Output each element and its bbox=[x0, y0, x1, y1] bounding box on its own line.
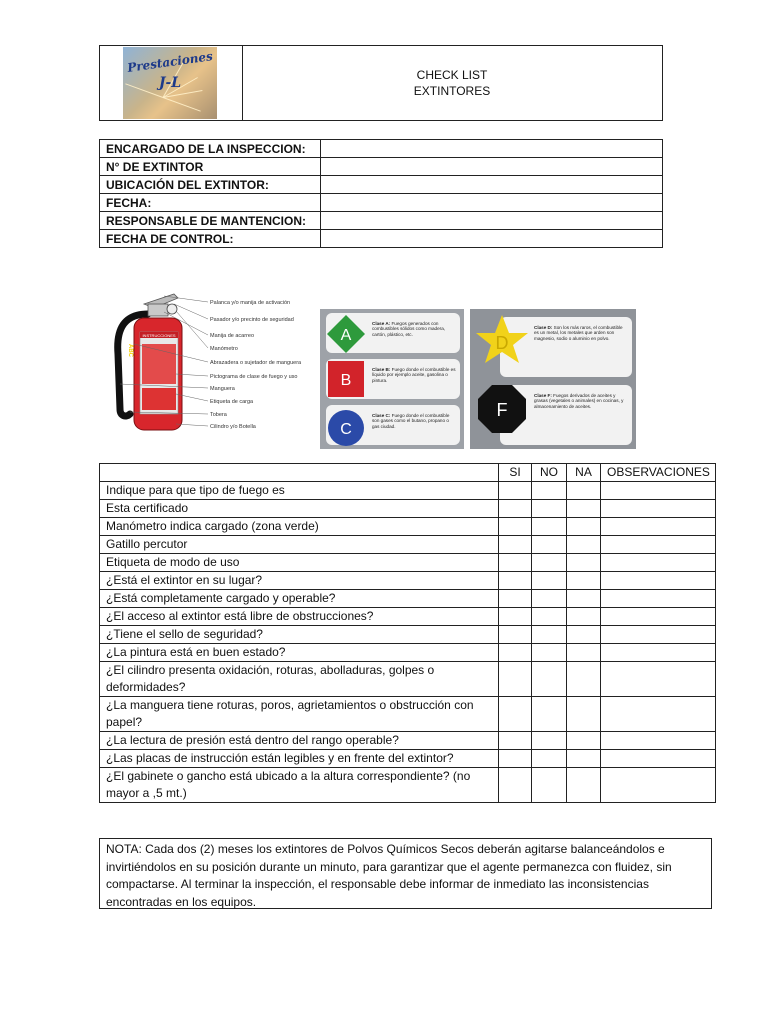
observaciones-cell[interactable] bbox=[601, 500, 716, 518]
checklist-row bbox=[100, 482, 716, 500]
info-label: UBICACIÓN DEL EXTINTOR: bbox=[100, 176, 321, 194]
si-cell[interactable] bbox=[499, 536, 532, 554]
class-a-text: Fuegos generados con combustibles sólidos como madera, cartón, plástico, etc. bbox=[372, 321, 446, 337]
checklist-row bbox=[100, 536, 716, 554]
na-cell[interactable] bbox=[567, 482, 601, 500]
gauge-icon bbox=[167, 304, 177, 314]
note-box bbox=[99, 838, 712, 909]
class-f-description bbox=[534, 393, 628, 409]
observaciones-cell[interactable] bbox=[601, 750, 716, 768]
no-cell[interactable] bbox=[532, 482, 567, 500]
info-value-field[interactable] bbox=[321, 230, 663, 248]
class-c-description bbox=[372, 413, 456, 429]
checklist-row bbox=[100, 644, 716, 662]
checklist-question: Gatillo percutor bbox=[100, 536, 499, 554]
no-cell[interactable] bbox=[532, 750, 567, 768]
class-a-name: Clase A: bbox=[372, 321, 391, 326]
info-value-field[interactable] bbox=[321, 158, 663, 176]
class-b-description bbox=[372, 367, 456, 383]
no-cell[interactable] bbox=[532, 554, 567, 572]
si-cell[interactable] bbox=[499, 626, 532, 644]
observaciones-cell[interactable] bbox=[601, 697, 716, 732]
class-d-name: Clase D: bbox=[534, 325, 553, 330]
na-cell[interactable] bbox=[567, 518, 601, 536]
no-cell[interactable] bbox=[532, 518, 567, 536]
checklist-question: Etiqueta de modo de uso bbox=[100, 554, 499, 572]
checklist-question: ¿Está el extintor en su lugar? bbox=[100, 572, 499, 590]
checklist-row bbox=[100, 626, 716, 644]
si-cell[interactable] bbox=[499, 518, 532, 536]
checklist-row bbox=[100, 768, 716, 803]
si-cell[interactable] bbox=[499, 500, 532, 518]
checklist-row bbox=[100, 572, 716, 590]
si-cell[interactable] bbox=[499, 732, 532, 750]
logo-subtext: J-L bbox=[158, 75, 182, 91]
si-cell[interactable] bbox=[499, 662, 532, 697]
checklist-question: ¿Está completamente cargado y operable? bbox=[100, 590, 499, 608]
note-text: NOTA: Cada dos (2) meses los extintores de Polvos Químicos Secos deberán agitarse balanceándolos e invirtiéndolos en su posición durante un minuto, para garantizar que el agente permanezca con fluidez, sin compactarse. Al terminar la inspección, el responsable debe informar de inmediato las inconsistencias encontradas en los equipos. bbox=[106, 842, 672, 909]
no-cell[interactable] bbox=[532, 608, 567, 626]
checklist-question: ¿Las placas de instrucción están legibles y en frente del extintor? bbox=[100, 750, 499, 768]
fire-class-symbols-df bbox=[474, 311, 530, 447]
info-label: RESPONSABLE DE MANTENCION: bbox=[100, 212, 321, 230]
checklist-question: Indique para que tipo de fuego es bbox=[100, 482, 499, 500]
checklist-row bbox=[100, 554, 716, 572]
header-item bbox=[100, 464, 499, 482]
na-cell[interactable] bbox=[567, 500, 601, 518]
company-logo bbox=[123, 47, 217, 119]
class-f-text: Fuegos derivados de aceites y grasas (vegetales o animales) en cocinas, y almacenamiento de aceites. bbox=[534, 393, 624, 409]
si-cell[interactable] bbox=[499, 768, 532, 803]
na-cell[interactable] bbox=[567, 554, 601, 572]
logo-cell bbox=[100, 46, 243, 120]
na-cell[interactable] bbox=[567, 608, 601, 626]
na-cell[interactable] bbox=[567, 732, 601, 750]
observaciones-cell[interactable] bbox=[601, 608, 716, 626]
observaciones-cell[interactable] bbox=[601, 732, 716, 750]
si-cell[interactable] bbox=[499, 697, 532, 732]
si-cell[interactable] bbox=[499, 644, 532, 662]
class-f-name: Clase F: bbox=[534, 393, 552, 398]
checklist-row bbox=[100, 732, 716, 750]
info-label: FECHA DE CONTROL: bbox=[100, 230, 321, 248]
na-cell[interactable] bbox=[567, 768, 601, 803]
no-cell[interactable] bbox=[532, 500, 567, 518]
class-c-text: Fuego donde el combustible son gases como el butano, propano o gas ciudad. bbox=[372, 413, 450, 429]
diagram-label: Manguera bbox=[210, 386, 235, 392]
na-cell[interactable] bbox=[567, 626, 601, 644]
diagram-label: Tobera bbox=[210, 412, 227, 418]
checklist-question: ¿Tiene el sello de seguridad? bbox=[100, 626, 499, 644]
na-cell[interactable] bbox=[567, 536, 601, 554]
na-cell[interactable] bbox=[567, 572, 601, 590]
class-c-name: Clase C: bbox=[372, 413, 391, 418]
no-cell[interactable] bbox=[532, 590, 567, 608]
checklist-question: ¿La manguera tiene roturas, poros, agrietamientos o obstrucción con papel? bbox=[100, 697, 499, 732]
observaciones-cell[interactable] bbox=[601, 768, 716, 803]
diagram-label: Palanca y/o manija de activación bbox=[210, 300, 291, 306]
fire-class-symbols bbox=[324, 311, 368, 449]
si-cell[interactable] bbox=[499, 572, 532, 590]
fire-classes-abc-panel bbox=[320, 309, 464, 449]
diagram-label: Etiqueta de carga bbox=[210, 399, 254, 405]
checklist-question: ¿El cilindro presenta oxidación, roturas, abolladuras, golpes o deformidades? bbox=[100, 662, 499, 697]
observaciones-cell[interactable] bbox=[601, 644, 716, 662]
observaciones-cell[interactable] bbox=[601, 518, 716, 536]
checklist-question: Esta certificado bbox=[100, 500, 499, 518]
header-no: NO bbox=[532, 464, 567, 482]
no-cell[interactable] bbox=[532, 662, 567, 697]
header-box bbox=[99, 45, 663, 121]
observaciones-cell[interactable] bbox=[601, 482, 716, 500]
checklist-row bbox=[100, 662, 716, 697]
class-a-letter: A bbox=[340, 327, 352, 344]
class-b-text: Fuego donde el combustible es líquido por ejemplo aceite, gasolina o pintura. bbox=[372, 367, 456, 383]
no-cell[interactable] bbox=[532, 697, 567, 732]
info-row bbox=[100, 194, 663, 212]
observaciones-cell[interactable] bbox=[601, 626, 716, 644]
checklist-row bbox=[100, 518, 716, 536]
checklist-row bbox=[100, 697, 716, 732]
info-value-field[interactable] bbox=[321, 176, 663, 194]
diagram-label: Abrazadera o sujetador de manguera bbox=[210, 360, 302, 366]
na-cell[interactable] bbox=[567, 644, 601, 662]
si-cell[interactable] bbox=[499, 482, 532, 500]
logo-text: Prestaciones bbox=[126, 49, 214, 75]
observaciones-cell[interactable] bbox=[601, 554, 716, 572]
na-cell[interactable] bbox=[567, 697, 601, 732]
inspection-checklist-table bbox=[99, 463, 716, 803]
inspection-info-table bbox=[99, 139, 663, 248]
class-b-letter: B bbox=[340, 372, 352, 389]
checklist-question: ¿El acceso al extintor está libre de obstrucciones? bbox=[100, 608, 499, 626]
checklist-question: ¿El gabinete o gancho está ubicado a la altura correspondiente? (no mayor a ,5 mt.) bbox=[100, 768, 499, 803]
class-a-description bbox=[372, 321, 456, 337]
header-observaciones: OBSERVACIONES bbox=[601, 464, 716, 482]
si-cell[interactable] bbox=[499, 608, 532, 626]
class-b-name: Clase B: bbox=[372, 367, 391, 372]
info-value-field[interactable] bbox=[321, 140, 663, 158]
diagram-label: Pictograma de clase de fuego y uso bbox=[210, 374, 298, 380]
checklist-header-row bbox=[100, 464, 716, 482]
document-title bbox=[242, 46, 662, 120]
class-d-description bbox=[534, 325, 628, 341]
na-cell[interactable] bbox=[567, 590, 601, 608]
class-f-letter: F bbox=[496, 400, 508, 420]
info-row bbox=[100, 212, 663, 230]
diagram-label: Cilindro y/o Botella bbox=[210, 424, 256, 430]
info-row bbox=[100, 158, 663, 176]
extinguisher-parts-diagram bbox=[104, 284, 304, 436]
info-row bbox=[100, 140, 663, 158]
class-d-text: Son los más raros, el combustible es un metal, los metales que arden son magnesio, sodio o aluminio en polvo. bbox=[534, 325, 623, 341]
info-value-field[interactable] bbox=[321, 212, 663, 230]
si-cell[interactable] bbox=[499, 554, 532, 572]
checklist-question: ¿La pintura está en buen estado? bbox=[100, 644, 499, 662]
checklist-row bbox=[100, 608, 716, 626]
info-row bbox=[100, 176, 663, 194]
class-d-letter: D bbox=[495, 333, 509, 353]
checklist-row bbox=[100, 590, 716, 608]
no-cell[interactable] bbox=[532, 626, 567, 644]
fire-classes-df-panel bbox=[470, 309, 636, 449]
observaciones-cell[interactable] bbox=[601, 590, 716, 608]
no-cell[interactable] bbox=[532, 732, 567, 750]
info-label: FECHA: bbox=[100, 194, 321, 212]
checklist-row bbox=[100, 750, 716, 768]
checklist-question: Manómetro indica cargado (zona verde) bbox=[100, 518, 499, 536]
class-c-letter: C bbox=[340, 421, 352, 438]
extinguisher-label-text: INSTRUCCIONES bbox=[142, 333, 176, 338]
header-na: NA bbox=[567, 464, 601, 482]
info-value-field[interactable] bbox=[321, 194, 663, 212]
no-cell[interactable] bbox=[532, 644, 567, 662]
diagram-label: Pasador y/o precinto de seguridad bbox=[210, 317, 294, 323]
diagram-label: Manómetro bbox=[210, 346, 238, 352]
no-cell[interactable] bbox=[532, 768, 567, 803]
info-row bbox=[100, 230, 663, 248]
header-si: SI bbox=[499, 464, 532, 482]
title-line-2: EXTINTORES bbox=[413, 84, 491, 98]
diagram-label: Manija de acarreo bbox=[210, 333, 255, 339]
observaciones-cell[interactable] bbox=[601, 662, 716, 697]
na-cell[interactable] bbox=[567, 662, 601, 697]
no-cell[interactable] bbox=[532, 536, 567, 554]
observaciones-cell[interactable] bbox=[601, 536, 716, 554]
no-cell[interactable] bbox=[532, 572, 567, 590]
title-line-1: CHECK LIST bbox=[416, 68, 488, 82]
si-cell[interactable] bbox=[499, 590, 532, 608]
checklist-row bbox=[100, 500, 716, 518]
checklist-question: ¿La lectura de presión está dentro del rango operable? bbox=[100, 732, 499, 750]
na-cell[interactable] bbox=[567, 750, 601, 768]
class-letters: ABC bbox=[127, 344, 133, 357]
observaciones-cell[interactable] bbox=[601, 572, 716, 590]
info-label: ENCARGADO DE LA INSPECCION: bbox=[100, 140, 321, 158]
info-label: N° DE EXTINTOR bbox=[100, 158, 321, 176]
si-cell[interactable] bbox=[499, 750, 532, 768]
